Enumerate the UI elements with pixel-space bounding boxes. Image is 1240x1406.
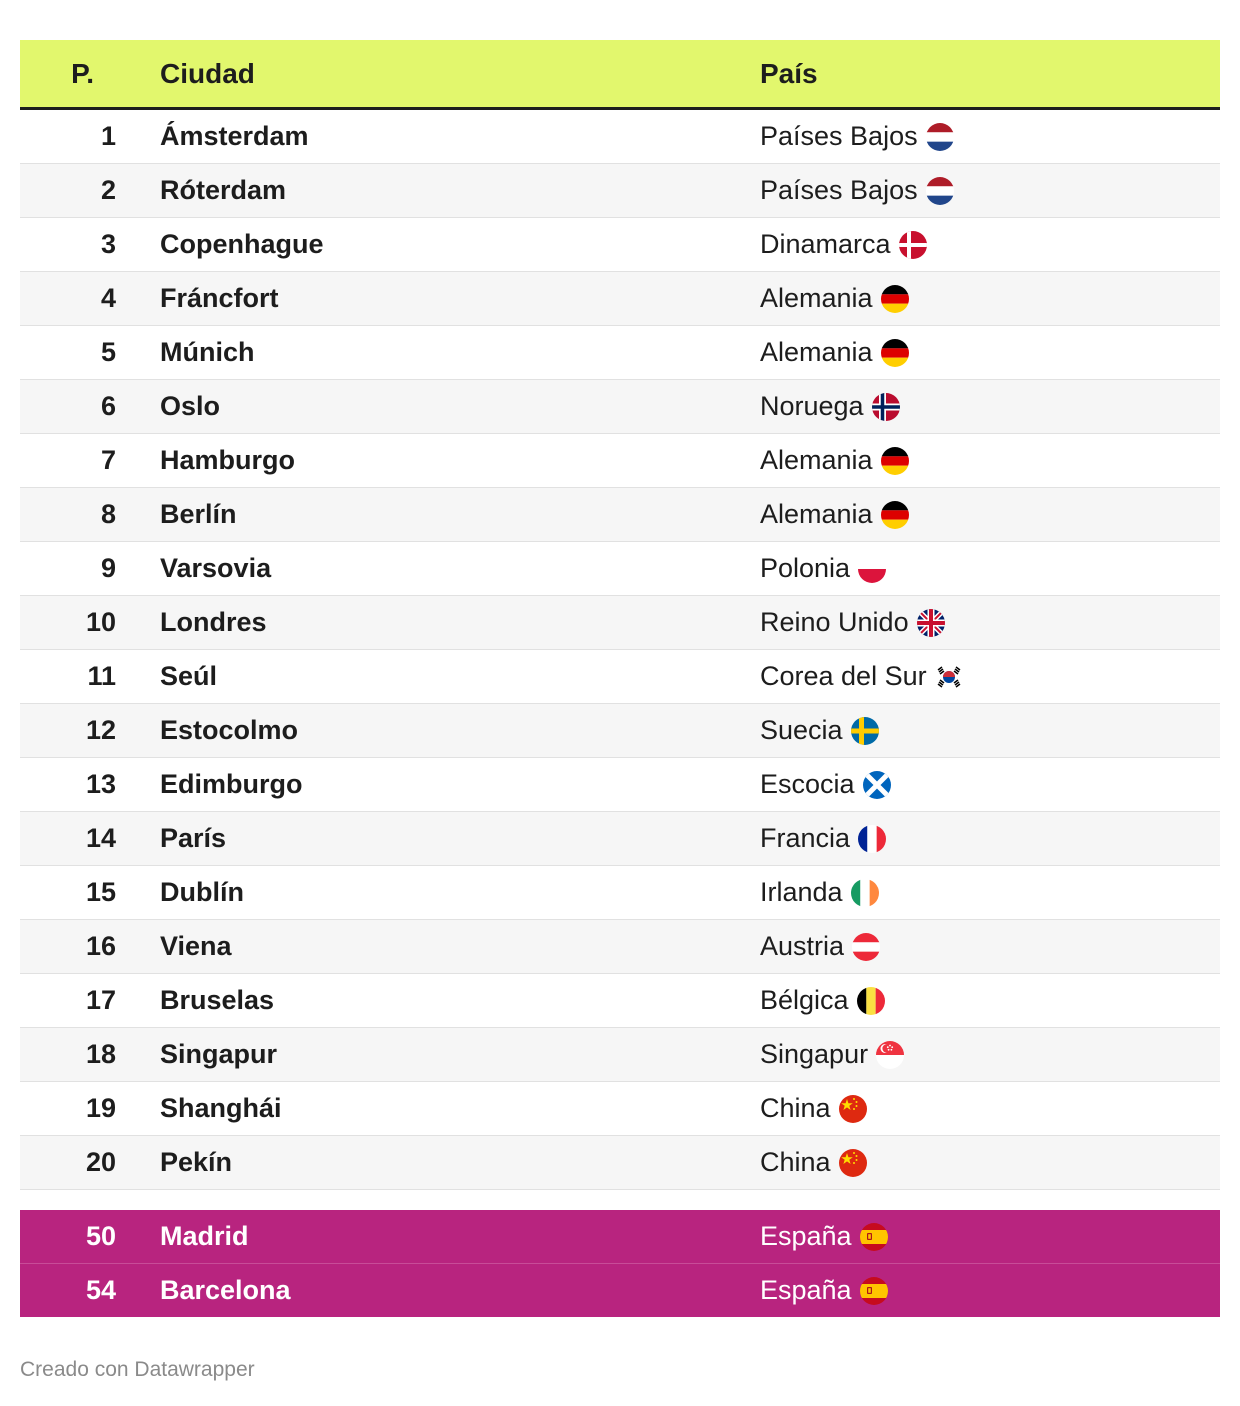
country-name: Reino Unido: [760, 607, 909, 637]
row-country: [760, 391, 1220, 422]
row-city: Singapur: [160, 1039, 278, 1069]
row-position: 10: [85, 607, 116, 637]
row-city: Madrid: [160, 1221, 249, 1251]
row-position: 2: [100, 175, 116, 205]
table-row: [20, 434, 1220, 488]
cn-flag-icon: [839, 1095, 867, 1123]
row-position: 9: [100, 553, 116, 583]
de-flag-icon: [881, 447, 909, 475]
country-name: Noruega: [760, 391, 864, 421]
country-name: Alemania: [760, 445, 873, 475]
row-position: 11: [87, 661, 116, 691]
row-position: 5: [100, 337, 116, 367]
es-flag-icon: [860, 1223, 888, 1251]
row-city: Pekín: [160, 1147, 233, 1177]
row-country: [760, 499, 1220, 530]
row-position: 19: [85, 1093, 116, 1123]
gb-flag-icon: [917, 609, 945, 637]
country-name: Países Bajos: [760, 121, 918, 151]
row-country: [760, 715, 1220, 746]
country-name: España: [760, 1275, 852, 1305]
row-position: 17: [85, 985, 116, 1015]
table-header: [20, 40, 1220, 110]
table-row: [20, 488, 1220, 542]
spacer: [20, 1190, 1220, 1210]
sct-flag-icon: [863, 771, 891, 799]
row-position: 1: [100, 121, 116, 151]
country-name: China: [760, 1147, 831, 1177]
country-name: Alemania: [760, 283, 873, 313]
row-position: 13: [85, 769, 116, 799]
table-row: [20, 758, 1220, 812]
country-name: Escocia: [760, 769, 855, 799]
row-country: [760, 283, 1220, 314]
table-row: [20, 974, 1220, 1028]
row-country: [760, 985, 1220, 1016]
table-row: [20, 650, 1220, 704]
dk-flag-icon: [899, 231, 927, 259]
se-flag-icon: [851, 717, 879, 745]
header-position[interactable]: P.: [71, 57, 94, 89]
table-row: [20, 866, 1220, 920]
row-position: 8: [100, 499, 116, 529]
row-position: 4: [100, 283, 116, 313]
de-flag-icon: [881, 501, 909, 529]
table-row: [20, 110, 1220, 164]
row-country: [760, 337, 1220, 368]
row-city: Hamburgo: [160, 445, 295, 475]
ie-flag-icon: [851, 879, 879, 907]
table-row: [20, 920, 1220, 974]
row-city: Estocolmo: [160, 715, 299, 745]
row-country: [760, 769, 1220, 800]
row-country: [760, 121, 1220, 152]
row-city: Múnich: [160, 337, 255, 367]
row-city: Varsovia: [160, 553, 272, 583]
highlighted-rows: [20, 1210, 1220, 1317]
table-row: [20, 1210, 1220, 1264]
no-flag-icon: [872, 393, 900, 421]
table-row: [20, 272, 1220, 326]
row-country: [760, 1147, 1220, 1178]
country-name: China: [760, 1093, 831, 1123]
country-name: Bélgica: [760, 985, 849, 1015]
row-city: Róterdam: [160, 175, 287, 205]
table-row: [20, 164, 1220, 218]
row-city: Viena: [160, 931, 232, 961]
nl-flag-icon: [926, 177, 954, 205]
row-city: Barcelona: [160, 1275, 291, 1305]
at-flag-icon: [852, 933, 880, 961]
table-row: [20, 542, 1220, 596]
ranking-table: [20, 40, 1220, 1317]
kr-flag-icon: [935, 663, 963, 691]
row-country: [760, 553, 1220, 584]
country-name: España: [760, 1221, 852, 1251]
country-name: Países Bajos: [760, 175, 918, 205]
table-row: [20, 1028, 1220, 1082]
row-country: [760, 1275, 1220, 1306]
country-name: Alemania: [760, 499, 873, 529]
table-row: [20, 326, 1220, 380]
row-country: [760, 661, 1220, 692]
table-row: [20, 1136, 1220, 1190]
row-position: 18: [85, 1039, 116, 1069]
table-row: [20, 218, 1220, 272]
country-name: Irlanda: [760, 877, 843, 907]
row-country: [760, 823, 1220, 854]
row-city: Oslo: [160, 391, 221, 421]
row-city: París: [160, 823, 227, 853]
country-name: Corea del Sur: [760, 661, 927, 691]
row-position: 15: [85, 877, 116, 907]
header-city[interactable]: Ciudad: [160, 57, 255, 89]
row-country: [760, 175, 1220, 206]
country-name: Austria: [760, 931, 845, 961]
country-name: Dinamarca: [760, 229, 891, 259]
table-body: [20, 110, 1220, 1190]
row-city: Fráncfort: [160, 283, 279, 313]
row-country: [760, 229, 1220, 260]
row-country: [760, 1039, 1220, 1070]
row-country: [760, 931, 1220, 962]
row-city: Londres: [160, 607, 267, 637]
pl-flag-icon: [858, 555, 886, 583]
row-position: 50: [85, 1221, 116, 1251]
row-city: Ámsterdam: [160, 121, 309, 151]
table-row: [20, 380, 1220, 434]
row-position: 14: [85, 823, 116, 853]
row-city: Copenhague: [160, 229, 324, 259]
row-country: [760, 1221, 1220, 1252]
row-city: Seúl: [160, 661, 218, 691]
row-city: Edimburgo: [160, 769, 303, 799]
footer-credit[interactable]: Creado con Datawrapper: [20, 1358, 255, 1381]
de-flag-icon: [881, 339, 909, 367]
table-row: [20, 704, 1220, 758]
row-city: Bruselas: [160, 985, 275, 1015]
be-flag-icon: [857, 987, 885, 1015]
row-position: 6: [100, 391, 116, 421]
row-country: [760, 607, 1220, 638]
nl-flag-icon: [926, 123, 954, 151]
row-city: Berlín: [160, 499, 237, 529]
row-position: 16: [85, 931, 116, 961]
fr-flag-icon: [858, 825, 886, 853]
table-row: [20, 1082, 1220, 1136]
table-row: [20, 1264, 1220, 1317]
row-position: 54: [85, 1275, 116, 1305]
row-position: 12: [85, 715, 116, 745]
header-country[interactable]: País: [760, 57, 818, 89]
country-name: Alemania: [760, 337, 873, 367]
table-row: [20, 812, 1220, 866]
row-position: 3: [100, 229, 116, 259]
country-name: Polonia: [760, 553, 851, 583]
country-name: Suecia: [760, 715, 843, 745]
row-country: [760, 1093, 1220, 1124]
es-flag-icon: [860, 1277, 888, 1305]
row-country: [760, 877, 1220, 908]
sg-flag-icon: [876, 1041, 904, 1069]
country-name: Francia: [760, 823, 851, 853]
table-row: [20, 596, 1220, 650]
row-position: 20: [85, 1147, 116, 1177]
de-flag-icon: [881, 285, 909, 313]
row-country: [760, 445, 1220, 476]
row-position: 7: [100, 445, 116, 475]
country-name: Singapur: [760, 1039, 869, 1069]
cn-flag-icon: [839, 1149, 867, 1177]
row-city: Dublín: [160, 877, 244, 907]
row-city: Shanghái: [160, 1093, 282, 1123]
